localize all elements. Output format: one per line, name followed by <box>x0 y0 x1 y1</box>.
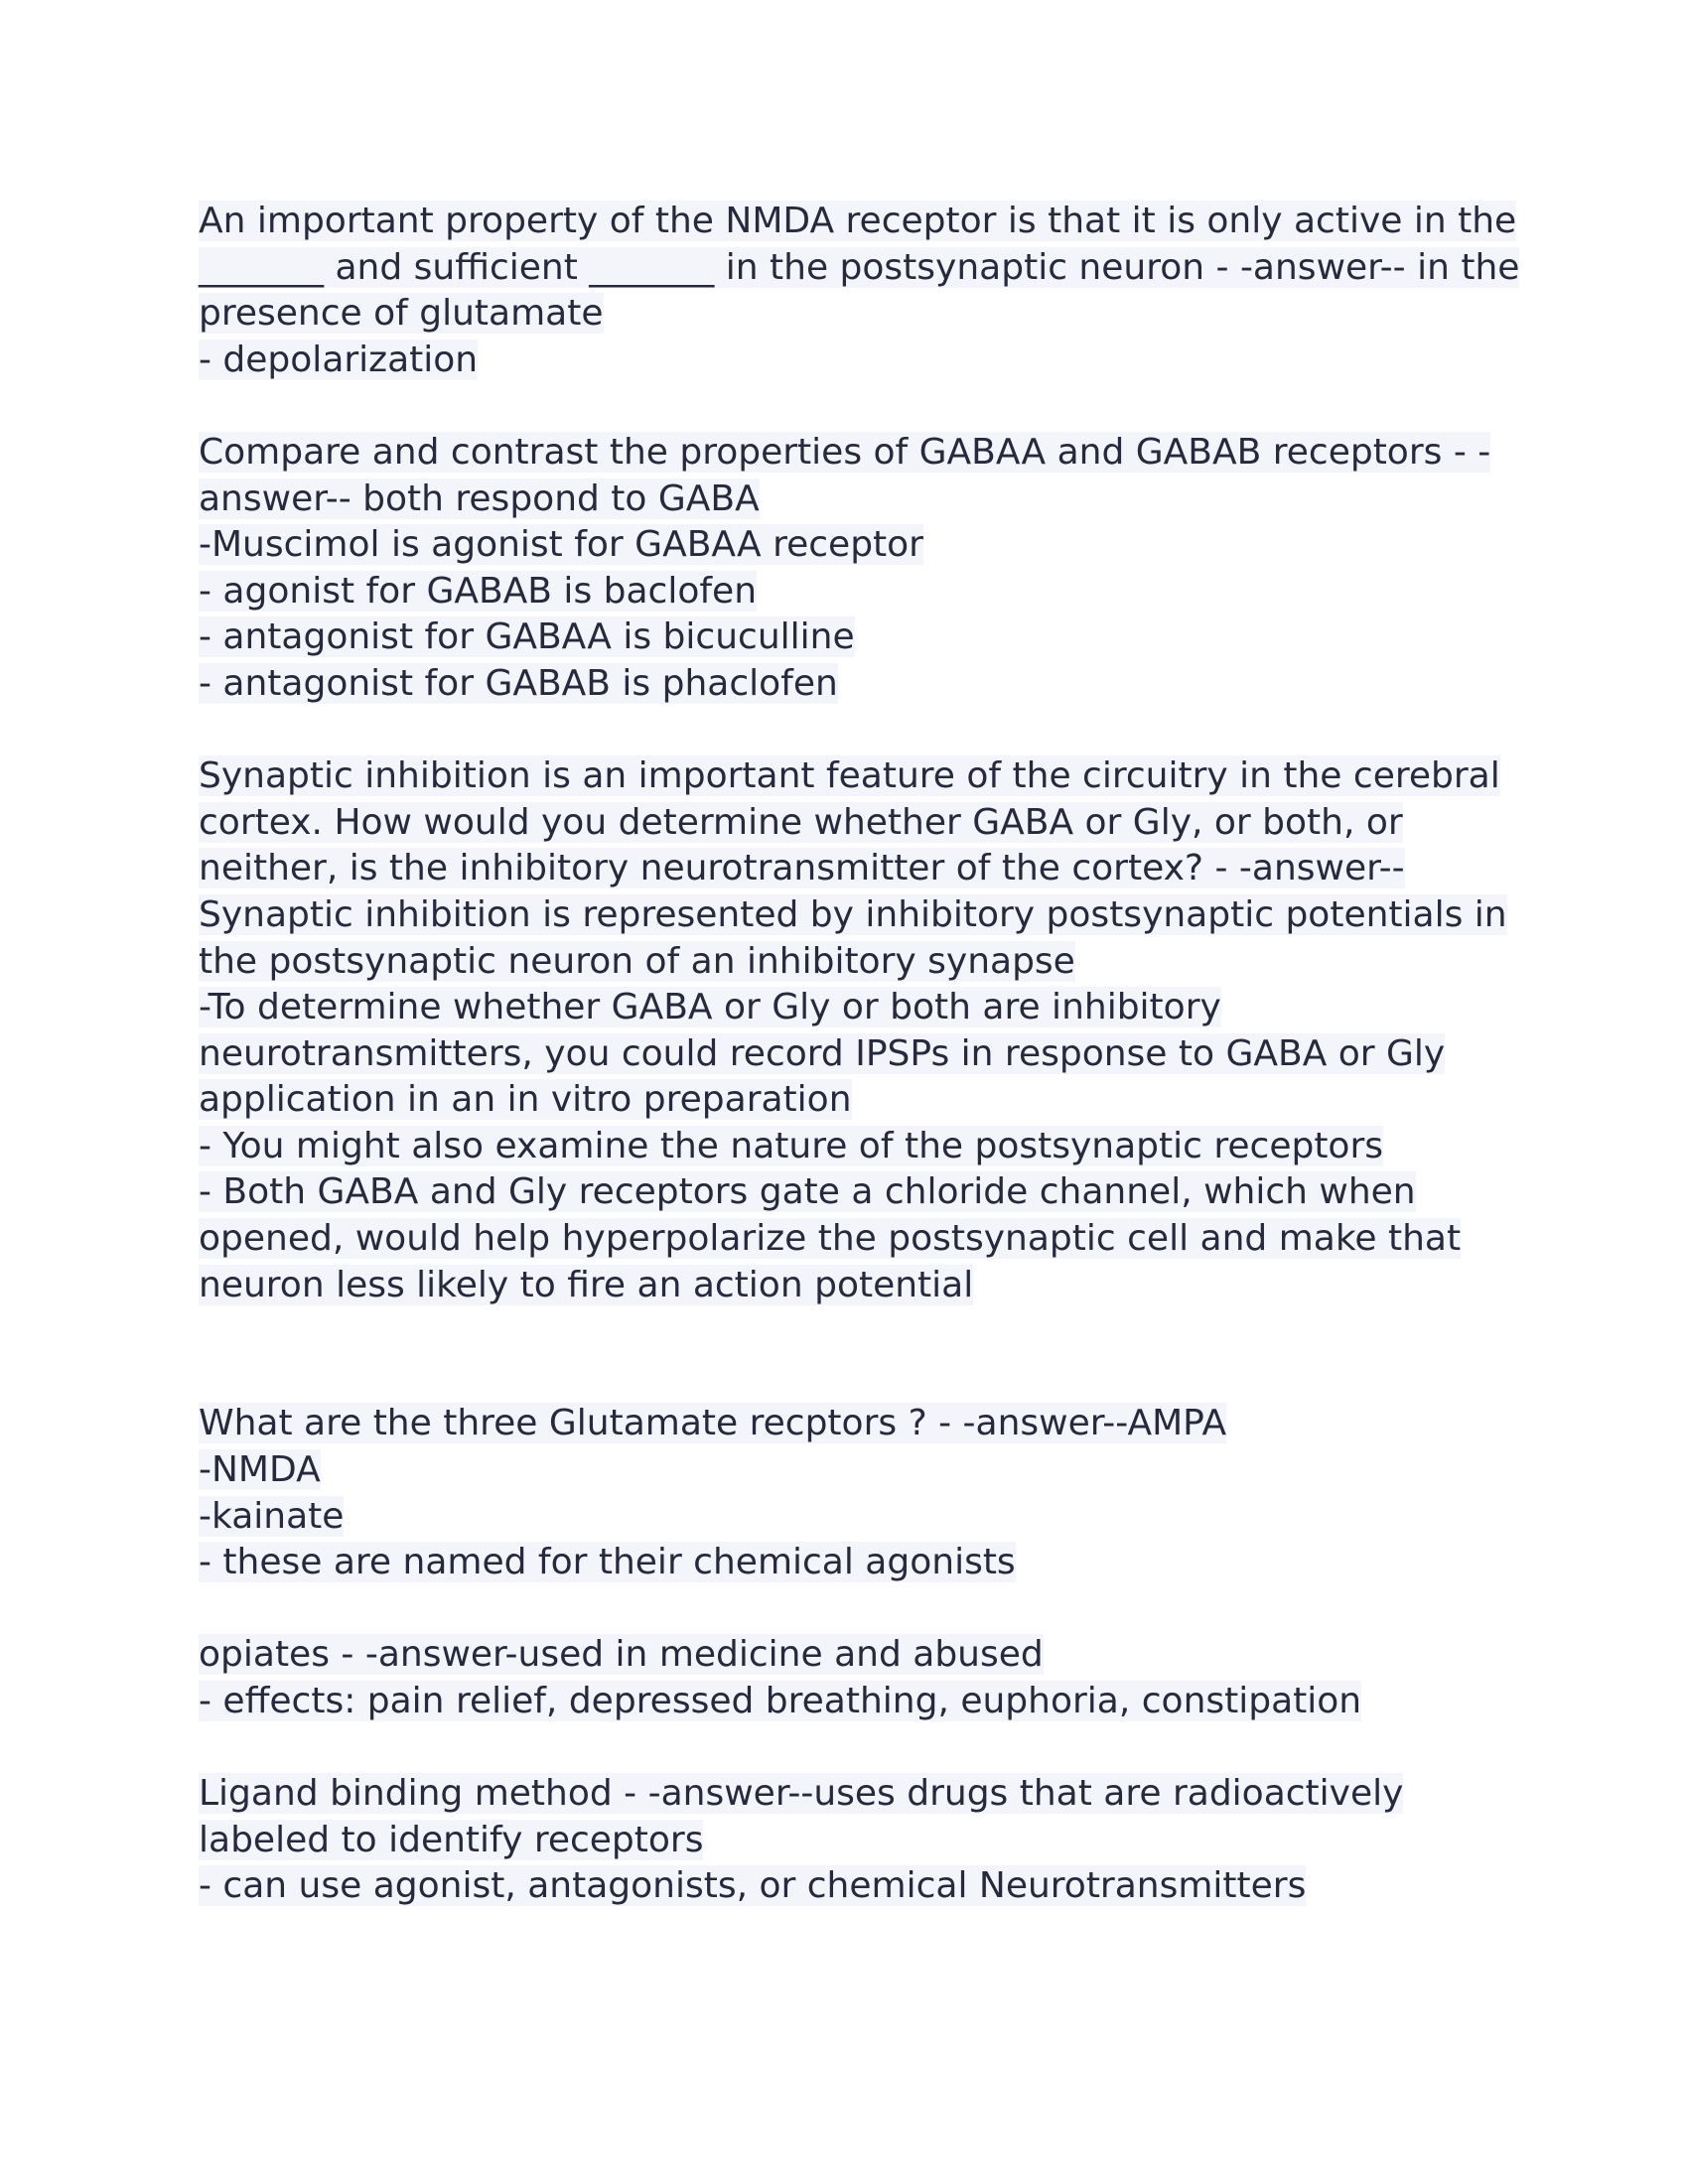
text-line <box>199 245 1520 292</box>
text-line-content: neuron less likely to fire an action potential <box>199 1264 974 1305</box>
text-line <box>199 1679 1509 1725</box>
qa-block-gaba-receptors <box>199 430 1509 708</box>
text-line-content: - can use agonist, antagonists, or chemical Neurotransmitters <box>199 1865 1307 1907</box>
text-line-content: _______ and sufficient _______ in the postsynaptic neuron - -answer-- in the <box>199 246 1520 288</box>
text-line <box>199 614 1509 661</box>
text-line <box>199 1494 1509 1541</box>
text-line-content: -To determine whether GABA or Gly or both are inhibitory <box>199 987 1221 1028</box>
text-line <box>199 892 1509 939</box>
text-line <box>199 661 1509 708</box>
text-line-content: - depolarization <box>199 339 479 380</box>
text-line <box>199 1077 1509 1124</box>
text-line <box>199 199 1517 245</box>
document-content <box>199 199 1520 1957</box>
qa-block-glutamate-receptors <box>199 1401 1509 1585</box>
text-line <box>199 753 1509 800</box>
text-line <box>199 985 1509 1031</box>
qa-block-opiates <box>199 1632 1509 1724</box>
text-line-content: Synaptic inhibition is an important feature of the circuitry in the cerebral <box>199 755 1500 797</box>
text-line <box>199 291 1509 338</box>
text-line-content: -NMDA <box>199 1449 321 1491</box>
text-line <box>199 1540 1509 1586</box>
text-line-content: - these are named for their chemical agonists <box>199 1542 1016 1583</box>
text-line-content: neurotransmitters, you could record IPSPs in response to GABA or Gly <box>199 1032 1446 1074</box>
text-line-content: -Muscimol is agonist for GABAA receptor <box>199 524 923 566</box>
text-line-content: -kainate <box>199 1495 345 1537</box>
text-line-content: - antagonist for GABAB is phaclofen <box>199 662 838 704</box>
text-line <box>199 1632 1509 1679</box>
text-line-content: neither, is the inhibitory neurotransmitter of the cortex? - -answer-- <box>199 848 1405 889</box>
text-line-content: cortex. How would you determine whether GABA or Gly, or both, or <box>199 801 1403 843</box>
text-line-content: Compare and contrast the properties of GABAA and GABAB receptors - - <box>199 431 1491 473</box>
text-line-content: - effects: pain relief, depressed breathing, euphoria, constipation <box>199 1681 1362 1721</box>
text-line <box>199 1216 1509 1263</box>
text-line-content: opened, would help hyperpolarize the postsynaptic cell and make that <box>199 1218 1462 1260</box>
text-line <box>199 1124 1509 1170</box>
text-line-content: Synaptic inhibition is represented by inhibitory postsynaptic potentials in <box>199 893 1507 935</box>
text-line <box>199 338 1509 384</box>
text-line-content: What are the three Glutamate recptors ? - -answer--AMPA <box>199 1403 1227 1444</box>
qa-block-ligand-binding <box>199 1771 1509 1910</box>
text-line-content: - antagonist for GABAA is bicuculline <box>199 616 855 658</box>
text-line-content: presence of glutamate <box>199 293 604 335</box>
text-line <box>199 430 1509 477</box>
text-line-content: Ligand binding method - -answer--uses drugs that are radioactively <box>199 1773 1404 1815</box>
qa-block-nmda <box>199 199 1520 383</box>
qa-block-synaptic-inhibition <box>199 753 1509 1308</box>
text-line <box>199 1771 1509 1818</box>
text-line <box>199 1818 1509 1864</box>
text-line <box>199 1031 1509 1078</box>
text-line <box>199 569 1509 615</box>
text-line <box>199 522 1509 569</box>
text-line <box>199 477 1509 523</box>
text-line <box>199 1447 1509 1494</box>
text-line <box>199 1863 1509 1910</box>
text-line-content: - You might also examine the nature of the postsynaptic receptors <box>199 1125 1384 1166</box>
text-line <box>199 846 1509 892</box>
text-line <box>199 1169 1509 1216</box>
text-line-content: opiates - -answer-used in medicine and abused <box>199 1634 1044 1676</box>
text-line-content: answer-- both respond to GABA <box>199 478 760 519</box>
text-line-content: - agonist for GABAB is baclofen <box>199 570 758 612</box>
text-line-content: - Both GABA and Gly receptors gate a chloride channel, which when <box>199 1171 1416 1213</box>
text-line <box>199 800 1509 847</box>
text-line-content: labeled to identify receptors <box>199 1819 704 1860</box>
text-line <box>199 1401 1509 1447</box>
text-line <box>199 939 1509 986</box>
text-line-content: An important property of the NMDA receptor is that it is only active in the <box>199 201 1517 241</box>
text-line-content: the postsynaptic neuron of an inhibitory synapse <box>199 940 1075 982</box>
text-line <box>199 1263 1509 1309</box>
text-line-content: application in an in vitro preparation <box>199 1079 852 1121</box>
